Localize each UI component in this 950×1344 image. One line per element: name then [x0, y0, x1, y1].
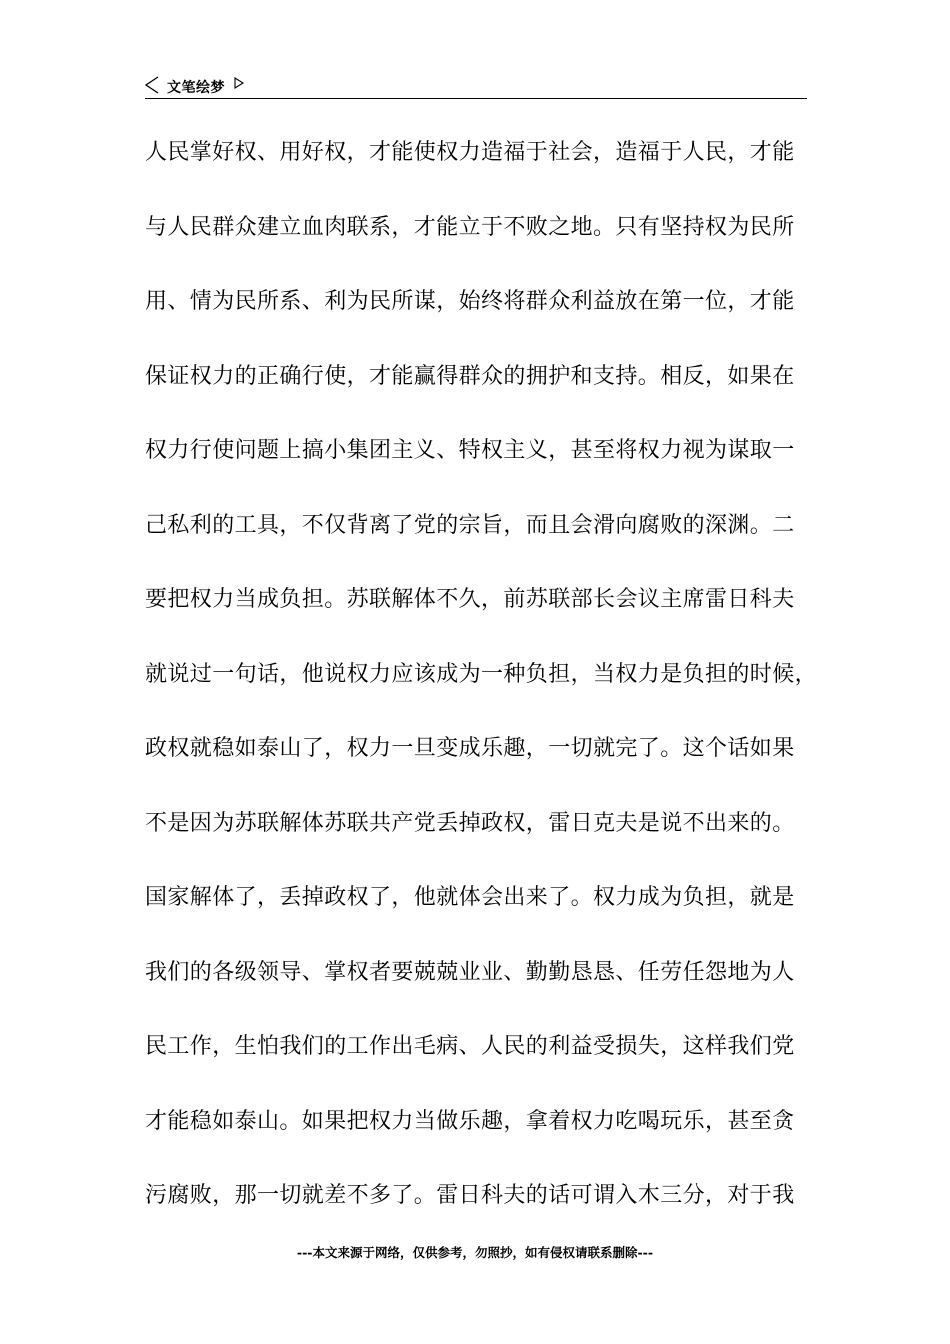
- body-line: 保证权力的正确行使，才能赢得群众的拥护和支持。相反，如果在: [145, 363, 795, 389]
- body-line: 人民掌好权、用好权，才能使权力造福于社会，造福于人民，才能: [145, 140, 795, 165]
- body-line: 政权就稳如泰山了，权力一旦变成乐趣，一切就完了。这个话如果: [145, 736, 795, 761]
- page-header: [145, 74, 807, 98]
- body-line: 污腐败，那一切就差不多了。雷日科夫的话可谓入木三分，对于我: [145, 1183, 795, 1208]
- body-line: 用、情为民所系、利为民所谋，始终将群众利益放在第一位，才能: [145, 289, 795, 314]
- body-line: 我们的各级领导、掌权者要兢兢业业、勤勤恳恳、任劳任怨地为人: [145, 959, 795, 985]
- header-title: 文笔绘梦: [167, 80, 225, 96]
- body-line: 己私利的工具，不仅背离了党的宗旨，而且会滑向腐败的深渊。二: [145, 512, 795, 538]
- body-line: 与人民群众建立血肉联系，才能立于不败之地。只有坚持权为民所: [145, 214, 795, 240]
- footer-disclaimer: ---本文来源于网络，仅供参考，勿照抄，如有侵权请联系删除---: [296, 1245, 654, 1260]
- body-line: 才能稳如泰山。如果把权力当做乐趣，拿着权力吃喝玩乐，甚至贪: [145, 1108, 795, 1134]
- body-line: 权力行使问题上搞小集团主义、特权主义，甚至将权力视为谋取一: [145, 438, 795, 463]
- document-body: [145, 133, 835, 1251]
- left-triangle-icon: [145, 76, 159, 94]
- body-line: 要把权力当成负担。苏联解体不久，前苏联部长会议主席雷日科夫: [145, 587, 795, 612]
- body-line: 民工作，生怕我们的工作出毛病、人民的利益受损失，这样我们党: [145, 1034, 795, 1059]
- header-divider: [145, 98, 807, 99]
- body-line: 不是因为苏联解体苏联共产党丢掉政权，雷日克夫是说不出来的。: [145, 810, 795, 836]
- body-line: 国家解体了，丢掉政权了，他就体会出来了。权力成为负担，就是: [145, 885, 795, 910]
- body-line: 就说过一句话，他说权力应该成为一种负担，当权力是负担的时候，: [145, 661, 818, 687]
- right-triangle-icon: [234, 77, 244, 89]
